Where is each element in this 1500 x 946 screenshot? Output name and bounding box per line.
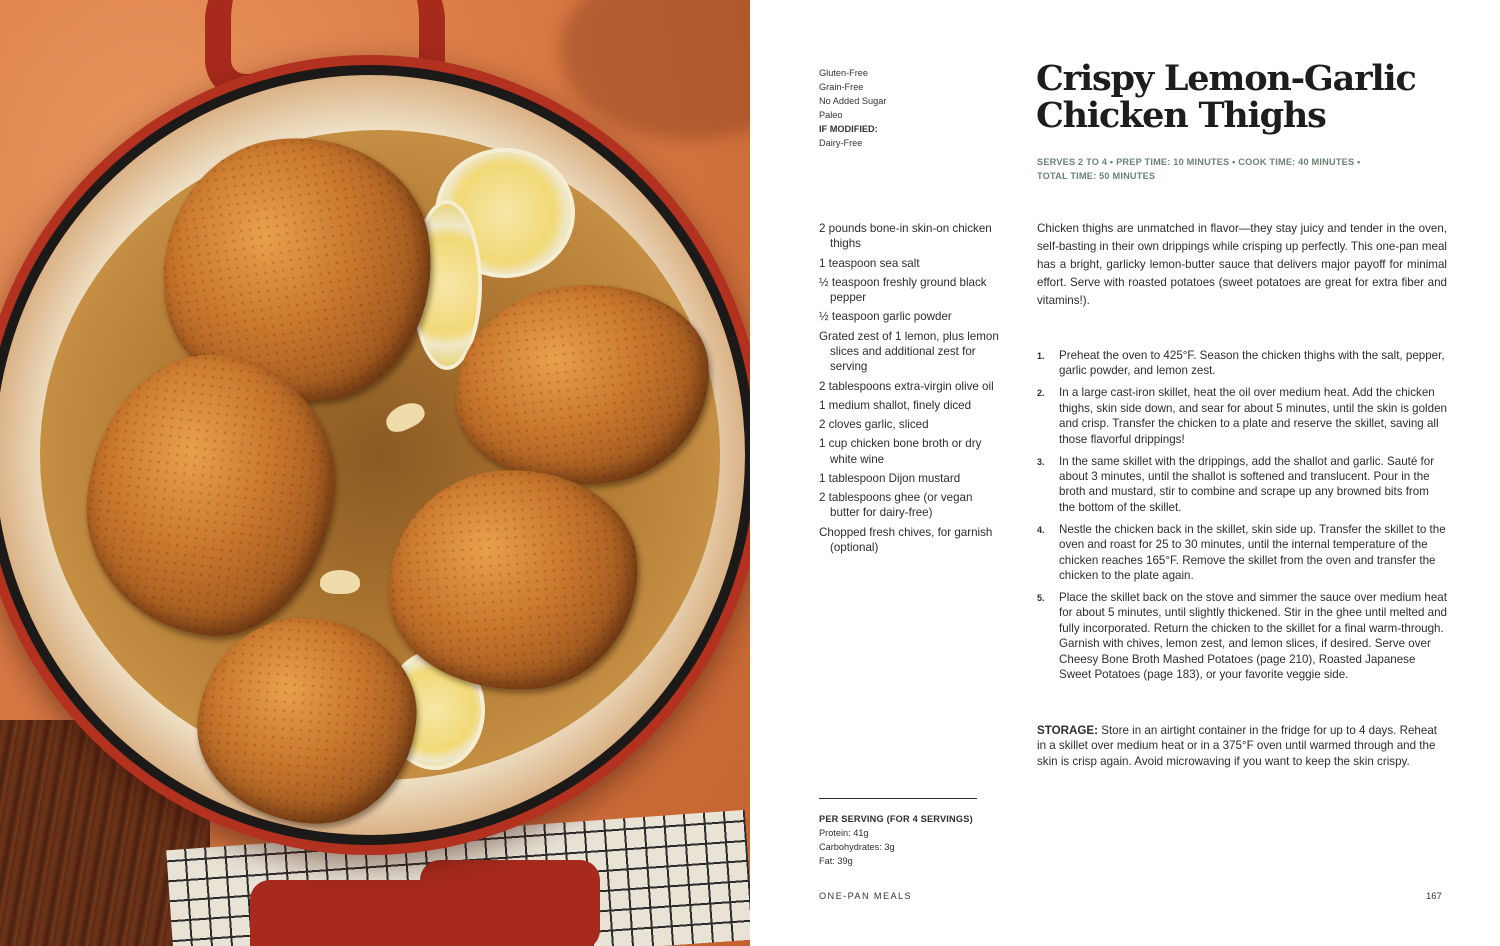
diet-tag-modified: Dairy-Free: [819, 138, 863, 148]
ingredient-item: 1 tablespoon Dijon mustard: [819, 471, 961, 485]
nutrition-panel: [819, 812, 1019, 868]
step-text: Preheat the oven to 425°F. Season the chicken thighs with the salt, pepper, garlic powder, and lemon zest.: [1059, 349, 1445, 378]
nutrition-divider: [819, 798, 977, 799]
footer-section-title: ONE-PAN MEALS: [819, 891, 913, 901]
recipe-title: [1036, 60, 1456, 134]
step-text: Nestle the chicken back in the skillet, skin side up. Transfer the skillet to the oven and roast for 25 to 30 minutes, until the internal temperature of the chicken reaches 165°F. Remove the skillet from the oven and transfer the chicken to the plate again.: [1059, 522, 1446, 583]
storage-label: STORAGE:: [1037, 724, 1098, 737]
page-number: 167: [1426, 891, 1442, 902]
recipe-page: [750, 0, 1500, 946]
step-item: [1037, 348, 1447, 379]
title-line-1: Crispy Lemon-Garlic: [1036, 58, 1416, 99]
nutrition-protein: Protein: 41g: [819, 828, 869, 838]
ingredient-item: 1 medium shallot, finely diced: [819, 398, 972, 412]
if-modified-label: IF MODIFIED:: [819, 124, 878, 134]
photo-shadow: [560, 0, 750, 140]
ingredient-item: 2 tablespoons extra-virgin olive oil: [819, 379, 994, 393]
step-text: In the same skillet with the drippings, add the shallot and garlic. Sauté for about 3 minutes, until the shallot is softened and translucent. Pour in the broth and mustard, stir to combine and scrape up any browned bits from the bottom of the skillet.: [1059, 454, 1435, 514]
step-number: 5.: [1037, 593, 1045, 604]
pan-handle-bottom-right: [420, 860, 600, 946]
ingredient-item: Grated zest of 1 lemon, plus lemon slices and additional zest for serving: [819, 329, 999, 374]
step-item: [1037, 385, 1447, 447]
ingredient-item: Chopped fresh chives, for garnish (optional): [819, 525, 993, 555]
step-number: 1.: [1037, 351, 1045, 361]
ingredient-item: ½ teaspoon freshly ground black pepper: [819, 275, 987, 305]
storage-text: Store in an airtight container in the fridge for up to 4 days. Reheat in a skillet over medium heat or in a 375°F oven until warmed through and the skin is crisp again. Avoid microwaving if you want to keep the skin crispy.: [1037, 724, 1437, 768]
recipe-intro: Chicken thighs are unmatched in flavor—they stay juicy and tender in the oven, self-basting in their own drippings while crisping up perfectly. This one-pan meal has a bright, garlicky lemon-butter sauce that delivers major payoff for minimal effort. Serve with roasted potatoes (sweet potatoes are great for extra fiber and vitamins!).: [1037, 222, 1447, 307]
ingredient-item: 2 tablespoons ghee (or vegan butter for dairy-free): [819, 491, 973, 520]
diet-tag: No Added Sugar: [819, 96, 887, 106]
ingredient-item: 2 cloves garlic, sliced: [819, 418, 929, 432]
recipe-meta: [1037, 155, 1457, 183]
title-line-2: Chicken Thighs: [1036, 95, 1326, 136]
diet-tag: Grain-Free: [819, 82, 864, 92]
steps-list: [1037, 348, 1447, 689]
step-item: [1037, 590, 1447, 682]
ingredient-item: ½ teaspoon garlic powder: [819, 310, 952, 324]
ingredient-item: 1 teaspoon sea salt: [819, 256, 920, 270]
step-text: Place the skillet back on the stove and simmer the sauce over medium heat for about 5 minutes, until slightly thickened. Stir in the ghee until melted and fully incorporated. Return the chicken to the skillet for a final warm-through. Garnish with chives, lemon zest, and lemon slices, if desired. Serve over Cheesy Bone Broth Mashed Potatoes (page 210), Roasted Japanese Sweet Potatoes (page 183), or your favorite veggie side.: [1059, 591, 1447, 682]
nutrition-heading: PER SERVING (FOR 4 SERVINGS): [819, 814, 973, 824]
step-number: 3.: [1037, 456, 1045, 467]
storage-note: [1037, 723, 1447, 769]
ingredient-item: 1 cup chicken bone broth or dry white wine: [819, 437, 982, 466]
step-item: [1037, 454, 1447, 516]
diet-tag: Gluten-Free: [819, 68, 869, 78]
nutrition-carbohydrates: Carbohydrates: 3g: [819, 842, 895, 852]
diet-tags: [819, 66, 979, 150]
meta-line-2: TOTAL TIME: 50 MINUTES: [1037, 171, 1156, 181]
step-text: In a large cast-iron skillet, heat the oil over medium heat. Add the chicken thighs, skin side down, and sear for about 5 minutes, until the skin is golden and crisp. Transfer the chicken to a plate and reserve the skillet, saving all those flavorful drippings!: [1059, 386, 1447, 446]
meta-line-1: SERVES 2 TO 4 • PREP TIME: 10 MINUTES • COOK TIME: 40 MINUTES •: [1037, 157, 1361, 167]
ingredients-list: [819, 221, 1004, 559]
step-item: [1037, 522, 1447, 584]
step-number: 4.: [1037, 524, 1045, 535]
garlic-clove: [320, 570, 360, 594]
step-number: 2.: [1037, 388, 1045, 399]
ingredient-item: 2 pounds bone-in skin-on chicken thighs: [819, 222, 992, 251]
nutrition-fat: Fat: 39g: [819, 856, 853, 866]
diet-tag: Paleo: [819, 110, 843, 120]
